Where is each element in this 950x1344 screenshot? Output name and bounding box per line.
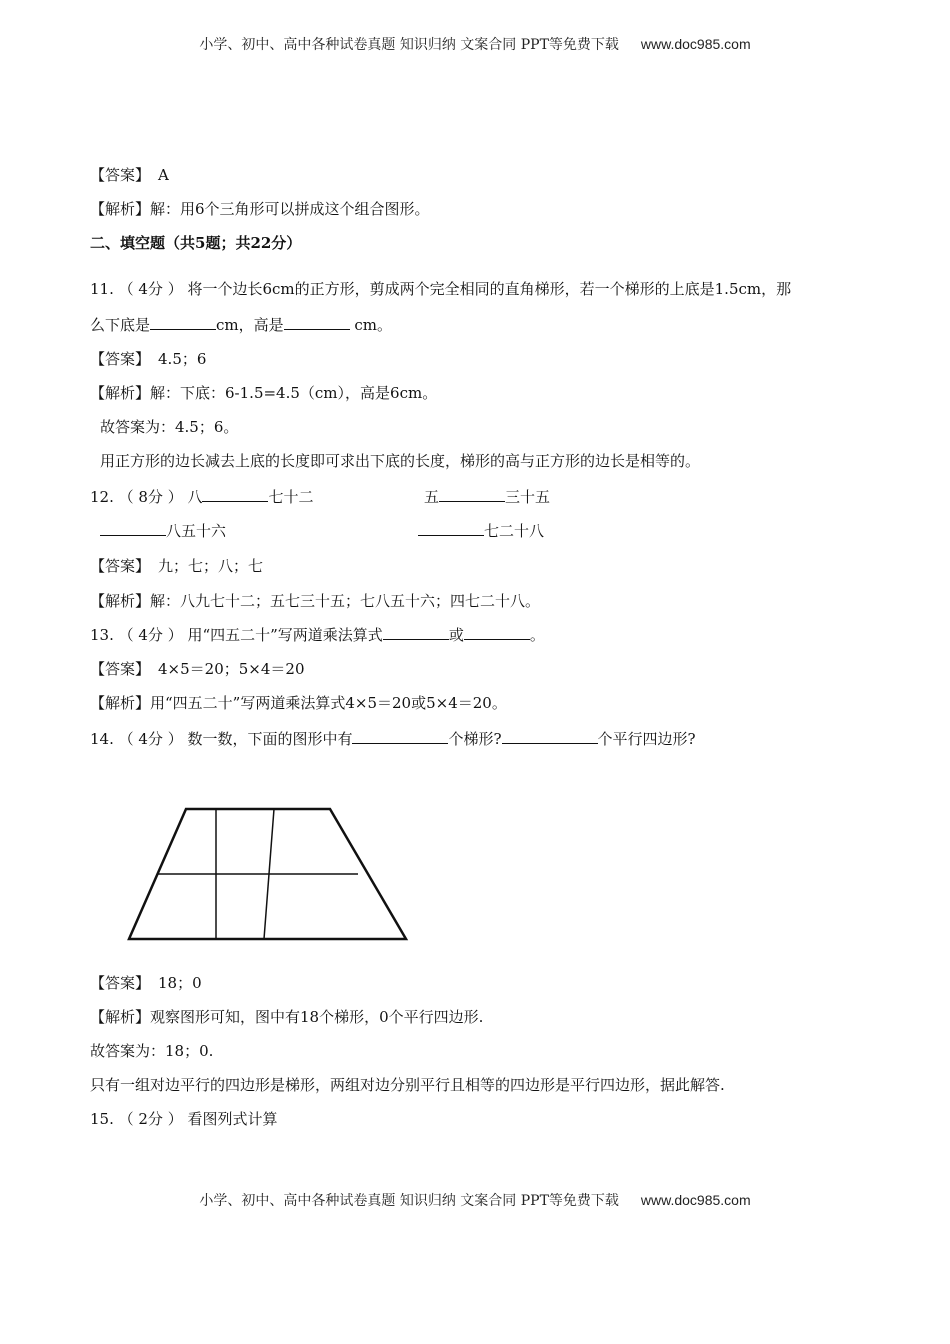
q10-analysis-line — [90, 198, 870, 220]
q11-answer: 4.5；6 — [158, 350, 207, 368]
q12-analysis-line — [90, 590, 870, 612]
analysis-label: 【解析】 — [90, 1008, 151, 1026]
q13-answer: 4×5＝20；5×4＝20 — [158, 660, 305, 678]
answer-label: 【答案】 — [90, 660, 151, 678]
q14-answer: 18；0 — [158, 974, 202, 992]
page-header — [0, 34, 950, 54]
q11-text-b: cm，高是 — [216, 316, 284, 334]
q14-blank-1[interactable] — [352, 729, 448, 744]
q11-analysis-line — [90, 382, 870, 404]
q14-text-b: 个梯形? — [448, 730, 502, 748]
q14-note-1: 故答案为：18；0. — [90, 1042, 214, 1060]
q11-blank-1[interactable] — [150, 315, 216, 330]
footer-site: www.doc985.com — [640, 1192, 751, 1208]
q12-prefix: 12. （ 8分 ） 八 — [90, 488, 203, 506]
q15-question-line: 15. （ 2分 ） 看图列式计算 — [90, 1110, 278, 1128]
answer-label: 【答案】 — [90, 557, 151, 575]
q14-text-c: 个平行四边形? — [597, 730, 696, 748]
answer-label: 【答案】 — [90, 166, 151, 184]
q14-question-line — [90, 728, 870, 750]
q11-note-2: 用正方形的边长减去上底的长度即可求出下底的长度，梯形的高与正方形的边长是相等的。 — [100, 452, 701, 470]
q14-answer-line — [90, 972, 870, 994]
q12-blank-2[interactable] — [439, 487, 505, 502]
q13-text-b: 或 — [448, 626, 464, 644]
section-title: 二、填空题（共5题；共22分） — [90, 234, 302, 252]
q11-note-1: 故答案为：4.5；6。 — [100, 418, 239, 436]
header-site: www.doc985.com — [640, 36, 751, 52]
q12-p4-suffix: 七二十八 — [484, 522, 545, 540]
q11-question-line2 — [90, 314, 870, 336]
q12-p1-suffix: 七十二 — [268, 488, 314, 506]
q13-analysis-line — [90, 692, 870, 714]
q11-text-c: cm。 — [349, 316, 393, 334]
trapezoid-figure — [126, 806, 416, 946]
q13-analysis: 用“四五二十”写两道乘法算式4×5＝20或5×4＝20。 — [150, 694, 507, 712]
q13-text-a: 13. （ 4分 ） 用“四五二十”写两道乘法算式 — [90, 626, 383, 644]
q11-question-line1: 11. （ 4分 ） 将一个边长6cm的正方形，剪成两个完全相同的直角梯形，若一个梯形的上底是1.5cm，那 — [90, 280, 792, 298]
analysis-label: 【解析】 — [90, 592, 151, 610]
page-footer — [0, 1190, 950, 1210]
q11-analysis: 解：下底：6-1.5=4.5（cm），高是6cm。 — [150, 384, 438, 402]
q12-answer-line — [90, 555, 870, 577]
q12-blank-1[interactable] — [202, 487, 268, 502]
q14-text-a: 14. （ 4分 ） 数一数，下面的图形中有 — [90, 730, 353, 748]
q10-answer: A — [158, 166, 169, 184]
q12-analysis: 解：八九七十二；五七三十五；七八五十六；四七二十八。 — [150, 592, 541, 610]
q13-blank-1[interactable] — [383, 625, 449, 640]
q13-question-line — [90, 624, 870, 646]
q14-analysis: 观察图形可知，图中有18个梯形，0个平行四边形. — [150, 1008, 484, 1026]
q12-part-4 — [418, 520, 718, 542]
q12-part-3 — [100, 520, 400, 542]
footer-text: 小学、初中、高中各种试卷真题 知识归纳 文案合同 PPT等免费下载 — [199, 1193, 619, 1209]
q12-p2-prefix: 五 — [424, 488, 440, 506]
q10-answer-line — [90, 164, 870, 186]
q14-note-2: 只有一组对边平行的四边形是梯形，两组对边分别平行且相等的四边形是平行四边形，据此解答. — [90, 1076, 725, 1094]
q12-blank-4[interactable] — [418, 521, 484, 536]
q12-blank-3[interactable] — [100, 521, 166, 536]
q12-p3-suffix: 八五十六 — [166, 522, 227, 540]
q12-p2-suffix: 三十五 — [505, 488, 551, 506]
q13-text-c: 。 — [529, 626, 545, 644]
answer-label: 【答案】 — [90, 974, 151, 992]
analysis-label: 【解析】 — [90, 384, 151, 402]
q14-analysis-line — [90, 1006, 870, 1028]
analysis-label: 【解析】 — [90, 694, 151, 712]
q13-answer-line — [90, 658, 870, 680]
q11-answer-line — [90, 348, 870, 370]
answer-label: 【答案】 — [90, 350, 151, 368]
q13-blank-2[interactable] — [464, 625, 530, 640]
q12-answer: 九；七；八；七 — [158, 557, 264, 575]
analysis-label: 【解析】 — [90, 200, 151, 218]
q10-analysis: 解：用6个三角形可以拼成这个组合图形。 — [150, 200, 430, 218]
q11-text-a: 么下底是 — [90, 316, 151, 334]
q11-blank-2[interactable] — [284, 315, 350, 330]
header-text: 小学、初中、高中各种试卷真题 知识归纳 文案合同 PPT等免费下载 — [199, 37, 619, 53]
q12-part-2 — [424, 486, 724, 508]
q14-blank-2[interactable] — [502, 729, 598, 744]
